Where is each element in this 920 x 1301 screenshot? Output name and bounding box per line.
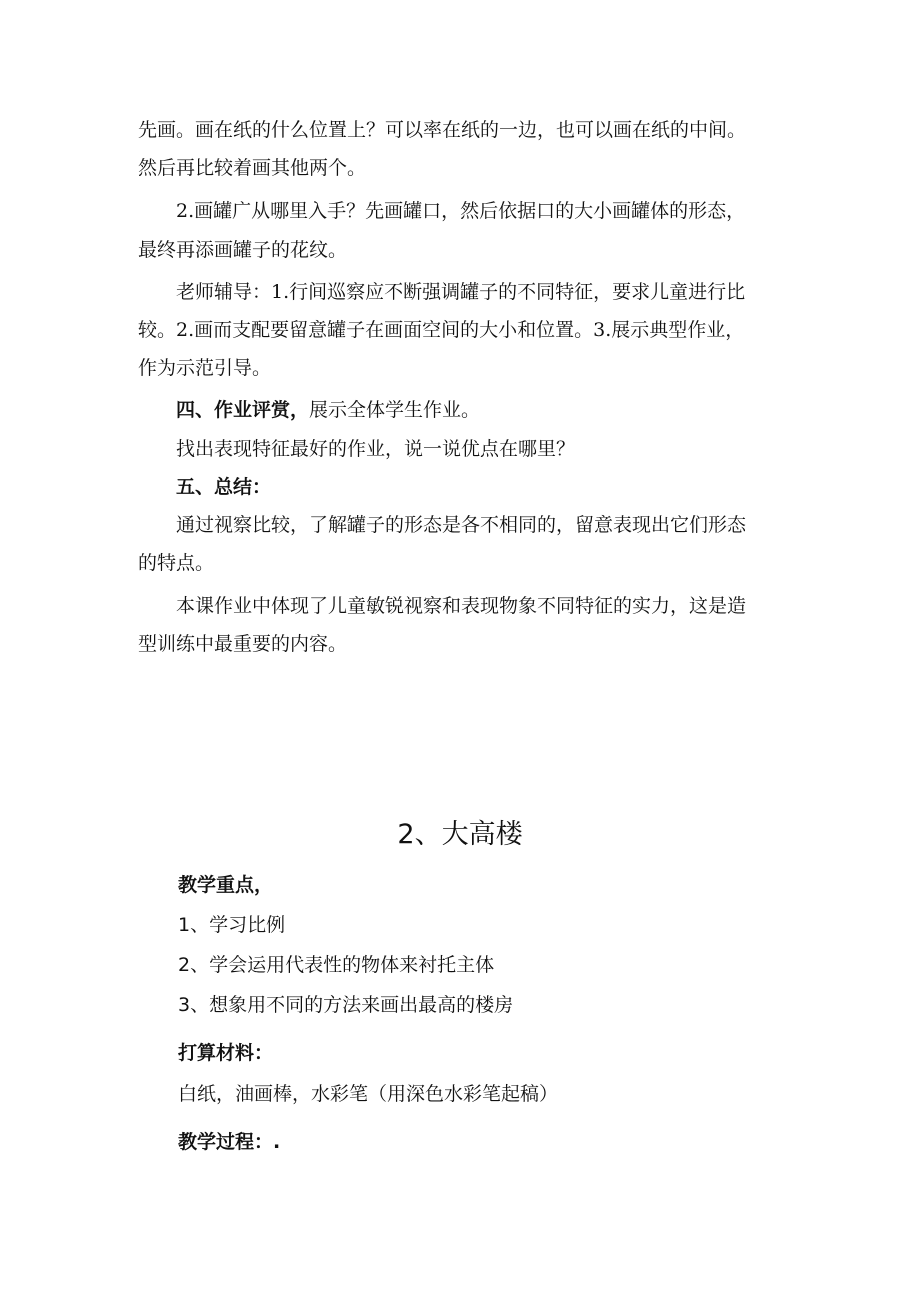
section-4-line xyxy=(176,398,480,422)
lesson-title: 2、大高楼 xyxy=(397,819,523,850)
materials-heading: 打算材料： xyxy=(178,1042,274,1064)
paragraph-line: 先画。画在纸的什么位置上？可以率在纸的一边，也可以画在纸的中间。 xyxy=(138,119,747,141)
section-4-text: 展示全体学生作业。 xyxy=(309,399,481,421)
section-5-heading: 五、总结： xyxy=(176,476,272,498)
key-point-item: 1、学习比例 xyxy=(178,914,286,936)
summary-line: 型训练中最重要的内容。 xyxy=(138,633,348,655)
paragraph-line: 老师辅导：1.行间巡察应不断强调罐子的不同特征，要求儿童进行比 xyxy=(176,281,746,303)
summary-line: 本课作业中体现了儿童敏锐视察和表现物象不同特征的实力，这是造 xyxy=(176,595,747,617)
section-4-line-2: 找出表现特征最好的作业，说一说优点在哪里？ xyxy=(176,438,576,460)
key-points-heading: 教学重点， xyxy=(178,874,274,896)
paragraph-line: 较。2.画而支配要留意罐子在画面空间的大小和位置。3.展示典型作业， xyxy=(138,319,745,341)
section-4-heading: 四、作业评赏， xyxy=(176,399,310,421)
paragraph-line: 然后再比较着画其他两个。 xyxy=(138,157,367,179)
process-heading: 教学过程：. xyxy=(178,1131,281,1153)
key-point-item: 3、想象用不同的方法来画出最高的楼房 xyxy=(178,994,514,1016)
key-point-item: 2、学会运用代表性的物体来衬托主体 xyxy=(178,954,495,976)
paragraph-line: 2.画罐广从哪里入手？先画罐口，然后依据口的大小画罐体的形态， xyxy=(176,200,746,222)
summary-line: 的特点。 xyxy=(138,552,215,574)
paragraph-line: 作为示范引导。 xyxy=(138,357,272,379)
paragraph-line: 最终再添画罐子的花纹。 xyxy=(138,239,348,261)
summary-line: 通过视察比较，了解罐子的形态是各不相同的，留意表现出它们形态 xyxy=(176,514,747,536)
materials-text: 白纸，油画棒，水彩笔（用深色水彩笔起稿） xyxy=(178,1083,559,1105)
